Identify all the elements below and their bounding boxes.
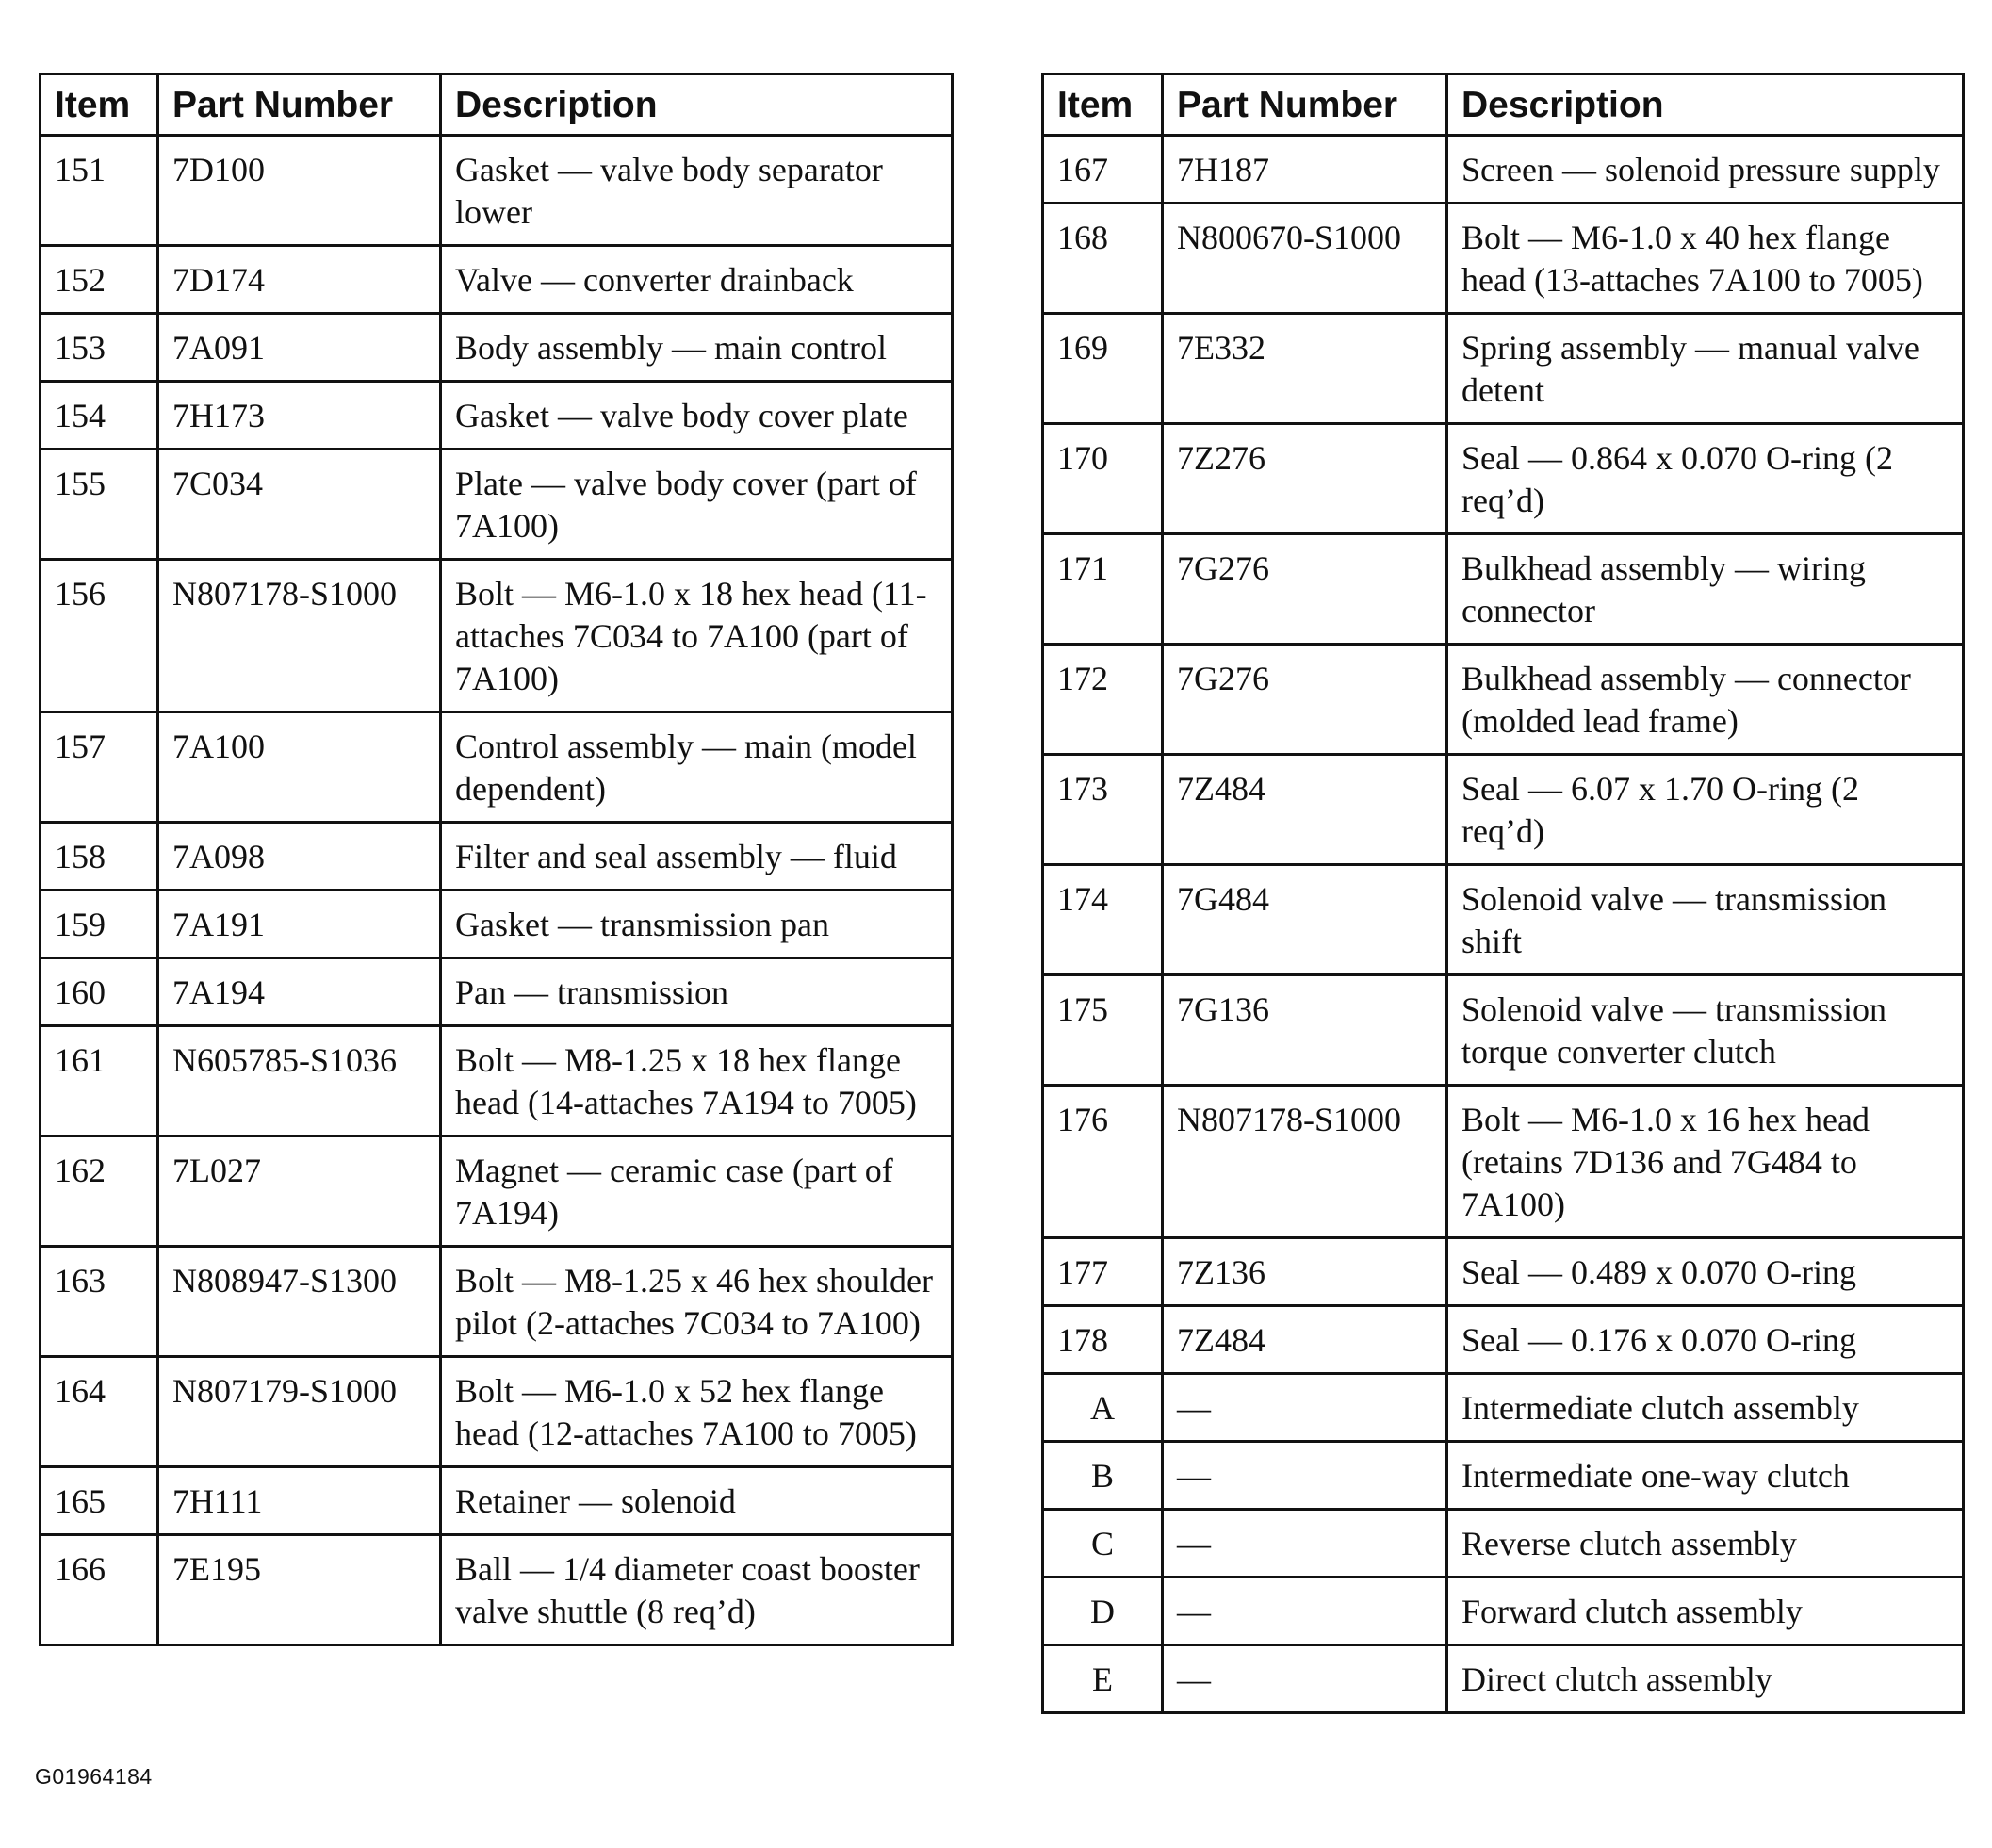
description-cell: Solenoid valve — transmission shift [1447,865,1964,975]
item-cell: 175 [1043,975,1163,1086]
part-number-cell: 7A194 [158,958,441,1026]
description-cell: Bolt — M6-1.0 x 40 hex flange head (13-attaches 7A100 to 7005) [1447,204,1964,314]
part-number-cell: 7L027 [158,1137,441,1247]
item-cell: 178 [1043,1306,1163,1374]
parts-table-left [39,73,954,1646]
description-cell: Seal — 0.489 x 0.070 O-ring [1447,1238,1964,1306]
description-cell: Screen — solenoid pressure supply [1447,136,1964,204]
table-row [41,1467,953,1535]
part-number-cell: — [1163,1510,1447,1578]
description-cell: Intermediate clutch assembly [1447,1374,1964,1442]
part-number-cell: 7A091 [158,314,441,382]
description-cell: Bolt — M8-1.25 x 18 hex flange head (14-attaches 7A194 to 7005) [441,1026,953,1137]
table-row [41,1137,953,1247]
table-row [41,1247,953,1357]
description-cell: Body assembly — main control [441,314,953,382]
item-cell: 158 [41,823,158,891]
description-cell: Magnet — ceramic case (part of 7A194) [441,1137,953,1247]
item-cell: 154 [41,382,158,450]
table-row [1043,136,1964,204]
part-number-cell: — [1163,1578,1447,1645]
description-cell: Gasket — valve body separator lower [441,136,953,246]
description-cell: Gasket — transmission pan [441,891,953,958]
part-number-cell: — [1163,1374,1447,1442]
description-cell: Control assembly — main (model dependent) [441,712,953,823]
item-cell: C [1043,1510,1163,1578]
item-cell: D [1043,1578,1163,1645]
table-row [41,712,953,823]
table-row [1043,314,1964,424]
part-number-cell: 7G484 [1163,865,1447,975]
description-cell: Bulkhead assembly — wiring connector [1447,534,1964,645]
table-row [1043,1578,1964,1645]
item-cell: 165 [41,1467,158,1535]
table-row [1043,1306,1964,1374]
part-number-cell: N807178-S1000 [158,560,441,712]
table-row [1043,755,1964,865]
item-cell: 153 [41,314,158,382]
part-number-cell: 7H111 [158,1467,441,1535]
part-number-cell: 7D100 [158,136,441,246]
part-number-cell: 7Z276 [1163,424,1447,534]
item-cell: 174 [1043,865,1163,975]
description-cell: Direct clutch assembly [1447,1645,1964,1713]
part-number-cell: 7A100 [158,712,441,823]
part-number-cell: 7Z484 [1163,755,1447,865]
table-row [1043,1510,1964,1578]
item-cell: B [1043,1442,1163,1510]
item-cell: 152 [41,246,158,314]
table-row [1043,645,1964,755]
item-cell: 159 [41,891,158,958]
part-number-cell: N807178-S1000 [1163,1086,1447,1238]
description-cell: Gasket — valve body cover plate [441,382,953,450]
table-row [1043,424,1964,534]
description-cell: Retainer — solenoid [441,1467,953,1535]
description-cell: Bolt — M6-1.0 x 16 hex head (retains 7D136 and 7G484 to 7A100) [1447,1086,1964,1238]
table-row [41,246,953,314]
description-cell: Seal — 0.176 x 0.070 O-ring [1447,1306,1964,1374]
table-row [41,382,953,450]
item-cell: 157 [41,712,158,823]
description-cell: Filter and seal assembly — fluid [441,823,953,891]
description-cell: Valve — converter drainback [441,246,953,314]
part-number-column-header: Part Number [1163,74,1447,136]
table-row [41,1535,953,1645]
item-cell: 170 [1043,424,1163,534]
description-cell: Plate — valve body cover (part of 7A100) [441,450,953,560]
part-number-cell: 7A191 [158,891,441,958]
table-row [1043,204,1964,314]
part-number-cell: 7H173 [158,382,441,450]
table-row [41,136,953,246]
description-cell: Seal — 0.864 x 0.070 O-ring (2 req’d) [1447,424,1964,534]
part-number-cell: 7G276 [1163,645,1447,755]
item-cell: 155 [41,450,158,560]
item-cell: 172 [1043,645,1163,755]
item-column-header: Item [1043,74,1163,136]
item-cell: 173 [1043,755,1163,865]
description-cell: Reverse clutch assembly [1447,1510,1964,1578]
parts-table-right [1041,73,1965,1714]
table-row [1043,1442,1964,1510]
description-cell: Bolt — M8-1.25 x 46 hex shoulder pilot (2-attaches 7C034 to 7A100) [441,1247,953,1357]
table-row [1043,1238,1964,1306]
description-cell: Forward clutch assembly [1447,1578,1964,1645]
item-cell: E [1043,1645,1163,1713]
part-number-cell: 7G276 [1163,534,1447,645]
table-row [41,560,953,712]
part-number-cell: 7Z484 [1163,1306,1447,1374]
table-row [41,314,953,382]
part-number-cell: 7G136 [1163,975,1447,1086]
table-row [41,891,953,958]
table-row [1043,1086,1964,1238]
description-cell: Seal — 6.07 x 1.70 O-ring (2 req’d) [1447,755,1964,865]
table-row [41,958,953,1026]
part-number-cell: 7H187 [1163,136,1447,204]
item-cell: 169 [1043,314,1163,424]
table-row [1043,865,1964,975]
table-header-row [1043,74,1964,136]
part-number-cell: N808947-S1300 [158,1247,441,1357]
item-cell: 161 [41,1026,158,1137]
description-cell: Solenoid valve — transmission torque converter clutch [1447,975,1964,1086]
part-number-cell: N807179-S1000 [158,1357,441,1467]
description-cell: Bolt — M6-1.0 x 18 hex head (11-attaches 7C034 to 7A100 (part of 7A100) [441,560,953,712]
description-column-header: Description [1447,74,1964,136]
part-number-cell: 7C034 [158,450,441,560]
description-cell: Intermediate one-way clutch [1447,1442,1964,1510]
part-number-column-header: Part Number [158,74,441,136]
table-row [1043,1645,1964,1713]
item-cell: 156 [41,560,158,712]
part-number-cell: 7D174 [158,246,441,314]
item-cell: A [1043,1374,1163,1442]
table-row [41,823,953,891]
part-number-cell: 7E195 [158,1535,441,1645]
description-cell: Bulkhead assembly — connector (molded lead frame) [1447,645,1964,755]
part-number-cell: N800670-S1000 [1163,204,1447,314]
item-column-header: Item [41,74,158,136]
item-cell: 177 [1043,1238,1163,1306]
table-row [41,1026,953,1137]
table-row [41,1357,953,1467]
table-row [41,450,953,560]
part-number-cell: — [1163,1442,1447,1510]
item-cell: 166 [41,1535,158,1645]
part-number-cell: N605785-S1036 [158,1026,441,1137]
item-cell: 176 [1043,1086,1163,1238]
part-number-cell: 7E332 [1163,314,1447,424]
description-column-header: Description [441,74,953,136]
item-cell: 164 [41,1357,158,1467]
table-row [1043,1374,1964,1442]
part-number-cell: 7A098 [158,823,441,891]
description-cell: Ball — 1/4 diameter coast booster valve shuttle (8 req’d) [441,1535,953,1645]
table-row [1043,975,1964,1086]
item-cell: 168 [1043,204,1163,314]
item-cell: 160 [41,958,158,1026]
part-number-cell: — [1163,1645,1447,1713]
description-cell: Bolt — M6-1.0 x 52 hex flange head (12-attaches 7A100 to 7005) [441,1357,953,1467]
item-cell: 163 [41,1247,158,1357]
description-cell: Pan — transmission [441,958,953,1026]
item-cell: 151 [41,136,158,246]
item-cell: 167 [1043,136,1163,204]
part-number-cell: 7Z136 [1163,1238,1447,1306]
item-cell: 162 [41,1137,158,1247]
table-header-row [41,74,953,136]
description-cell: Spring assembly — manual valve detent [1447,314,1964,424]
item-cell: 171 [1043,534,1163,645]
figure-id-label: G01964184 [35,1764,153,1789]
table-row [1043,534,1964,645]
